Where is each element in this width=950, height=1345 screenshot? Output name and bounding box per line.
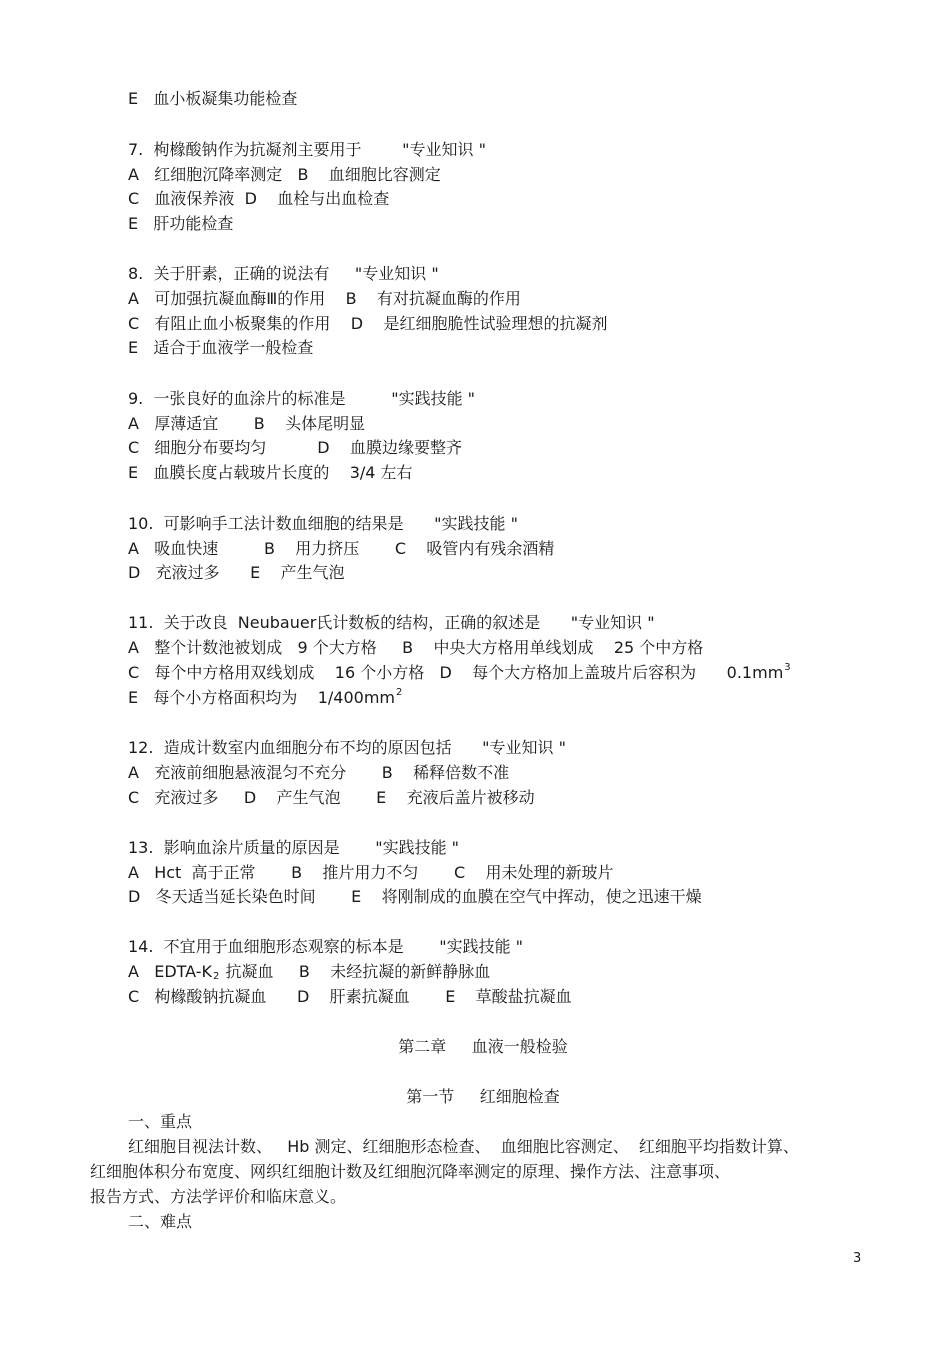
text-segment: 抗凝血 B 未经抗凝的新鲜静脉血 xyxy=(220,962,491,981)
question-13: 13. 影响血涂片质量的原因是 "实践技能 " xyxy=(128,838,460,857)
question-8: 8. 关于肝素，正确的说法有 "专业知识 " xyxy=(128,264,439,283)
question-9: 9. 一张良好的血涂片的标准是 "实践技能 " xyxy=(128,389,476,408)
text-line: E 血小板凝集功能检查 xyxy=(128,89,298,108)
text-line: A 可加强抗凝血酶Ⅲ的作用 B 有对抗凝血酶的作用 xyxy=(128,289,521,308)
subscript: 2 xyxy=(213,971,220,982)
text-line: C 充液过多 D 产生气泡 E 充液后盖片被移动 xyxy=(128,788,535,807)
page-number: 3 xyxy=(853,1251,862,1266)
text-segment: C 每个中方格用双线划成 16 个小方格 D 每个大方格加上盖玻片后容积为 0.1mm xyxy=(128,663,784,682)
text-line: D 冬天适当延长染色时间 E 将刚制成的血膜在空气中挥动，使之迅速干燥 xyxy=(128,887,702,906)
paragraph-line: 报告方式、方法学评价和临床意义。 xyxy=(90,1187,347,1206)
text-segment: A EDTA-K xyxy=(128,962,213,981)
text-line: C 细胞分布要均匀 D 血膜边缘要整齐 xyxy=(128,438,462,457)
question-11: 11. 关于改良 Neubauer氏计数板的结构，正确的叙述是 "专业知识 " xyxy=(128,613,655,632)
text-line: C 有阻止血小板聚集的作用 D 是红细胞脆性试验理想的抗凝剂 xyxy=(128,314,608,333)
question-7: 7. 枸橼酸钠作为抗凝剂主要用于 "专业知识 " xyxy=(128,140,486,159)
question-14: 14. 不宜用于血细胞形态观察的标本是 "实践技能 " xyxy=(128,937,524,956)
chapter-title: 第二章 血液一般检验 xyxy=(398,1037,568,1056)
text-line: E 血膜长度占载玻片长度的 3/4 左右 xyxy=(128,463,413,482)
text-segment: E 每个小方格面积均为 1/400mm xyxy=(128,688,395,707)
text-line xyxy=(128,961,490,986)
section-title: 第一节 红细胞检查 xyxy=(406,1087,560,1106)
text-line: A 吸血快速 B 用力挤压 C 吸管内有残余酒精 xyxy=(128,539,555,558)
text-line: D 充液过多 E 产生气泡 xyxy=(128,563,345,582)
paragraph-line: 红细胞体积分布宽度、网织红细胞计数及红细胞沉降率测定的原理、操作方法、注意事项、 xyxy=(90,1162,731,1181)
text-line xyxy=(128,687,402,712)
text-line: E 适合于血液学一般检查 xyxy=(128,338,314,357)
text-line: C 枸橼酸钠抗凝血 D 肝素抗凝血 E 草酸盐抗凝血 xyxy=(128,987,572,1006)
text-line: A 厚薄适宜 B 头体尾明显 xyxy=(128,414,366,433)
text-line: A 红细胞沉降率测定 B 血细胞比容测定 xyxy=(128,165,441,184)
text-line: A 整个计数池被划成 9 个大方格 B 中央大方格用单线划成 25 个中方格 xyxy=(128,638,704,657)
text-line: C 血液保养液 D 血栓与出血检查 xyxy=(128,189,390,208)
question-12: 12. 造成计数室内血细胞分布不均的原因包括 "专业知识 " xyxy=(128,738,566,757)
superscript: 3 xyxy=(784,662,791,673)
superscript: 2 xyxy=(396,687,403,698)
heading-difficult-points: 二、难点 xyxy=(128,1212,193,1231)
text-line: A Hct 高于正常 B 推片用力不匀 C 用未处理的新玻片 xyxy=(128,863,614,882)
heading-key-points: 一、重点 xyxy=(128,1112,193,1131)
text-line: A 充液前细胞悬液混匀不充分 B 稀释倍数不准 xyxy=(128,763,510,782)
question-10: 10. 可影响手工法计数血细胞的结果是 "实践技能 " xyxy=(128,514,518,533)
text-line: E 肝功能检查 xyxy=(128,214,234,233)
paragraph-line: 红细胞目视法计数、 Hb 测定、红细胞形态检查、 血细胞比容测定、 红细胞平均指数计算、 xyxy=(128,1137,799,1156)
text-line xyxy=(128,662,791,687)
